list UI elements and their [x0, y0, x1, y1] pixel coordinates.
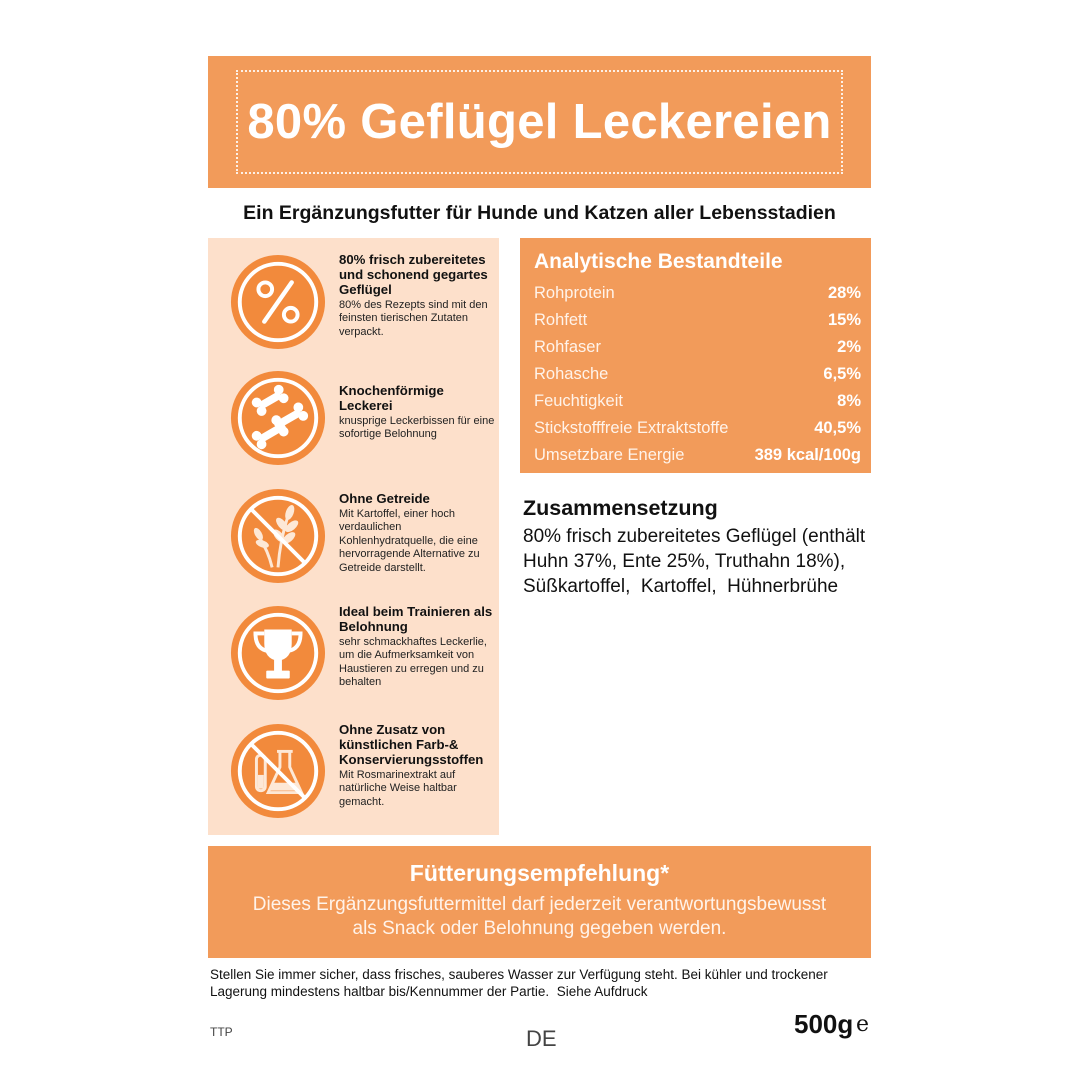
analysis-row: [534, 335, 861, 359]
feeding-line: Dieses Ergänzungsfuttermittel darf jederzeit verantwortungsbewusst: [252, 894, 827, 915]
composition-line: Süßkartoffel, Kartoffel, Hühnerbrühe: [523, 576, 839, 597]
analysis-label: Rohfett: [534, 310, 588, 329]
analysis-panel: [520, 238, 871, 473]
analysis-row: [534, 443, 861, 467]
storage-note: [210, 966, 870, 1000]
composition-title: Zusammensetzung: [523, 496, 718, 520]
analysis-row: [534, 416, 861, 440]
bone-treats-icon: [229, 369, 327, 467]
composition-line: 80% frisch zubereitetes Geflügel (enthält: [523, 526, 866, 547]
analysis-label: Feuchtigkeit: [534, 391, 623, 410]
ttp-label: TTP: [210, 1025, 233, 1039]
analysis-value: 28%: [827, 283, 861, 302]
feature-description: knusprige Leckerbissen für eine sofortige Belohnung: [339, 415, 495, 441]
analysis-value: 2%: [837, 337, 861, 356]
header-dotted-frame: [236, 70, 843, 174]
composition-line: Huhn 37%, Ente 25%, Truthahn 18%),: [523, 551, 846, 572]
feeding-banner: [208, 846, 871, 958]
product-title: 80% Geflügel Leckereien: [247, 95, 832, 149]
feature-title: Ohne Getreide: [339, 491, 430, 506]
feature-description: Mit Rosmarinextrakt auf natürliche Weise haltbar gemacht.: [339, 769, 457, 808]
feature-description: 80% des Rezepts sind mit den feinsten tierischen Zutaten verpackt.: [339, 299, 488, 338]
analysis-row: [534, 362, 861, 386]
analysis-row: [534, 281, 861, 305]
analysis-value: 6,5%: [823, 364, 861, 383]
language-code: DE: [526, 1026, 557, 1051]
analysis-value: 8%: [837, 391, 861, 410]
feeding-line: als Snack oder Belohnung gegeben werden.: [352, 918, 727, 939]
features-panel: [208, 238, 499, 835]
analysis-label: Rohprotein: [534, 283, 615, 302]
storage-note-line: Lagerung mindestens haltbar bis/Kennummer der Partie. Siehe Aufdruck: [210, 984, 648, 999]
analysis-value: 40,5%: [814, 418, 861, 437]
no-chemicals-icon: [229, 722, 327, 820]
analysis-row: [534, 308, 861, 332]
analysis-value: 389 kcal/100g: [754, 445, 861, 464]
analysis-value: 15%: [827, 310, 861, 329]
storage-note-line: Stellen Sie immer sicher, dass frisches, sauberes Wasser zur Verfügung steht. Bei kühler und trockener: [210, 967, 828, 982]
feeding-title: Fütterungsempfehlung*: [409, 860, 670, 886]
analysis-title: Analytische Bestandteile: [534, 250, 783, 273]
analysis-label: Rohfaser: [534, 337, 601, 356]
estimated-sign: e: [856, 1012, 870, 1037]
header-banner: [208, 56, 871, 188]
feature-title: Ohne Zusatz von künstlichen Farb-& Konservierungsstoffen: [339, 722, 484, 767]
feature-title: 80% frisch zubereitetes und schonend gegartes Geflügel: [339, 252, 488, 297]
trophy-icon: [229, 604, 327, 702]
percent-icon: [229, 253, 327, 351]
net-weight: 500g: [794, 1009, 854, 1039]
analysis-label: Rohasche: [534, 364, 609, 383]
feature-description: sehr schmackhaftes Leckerlie, um die Aufmerksamkeit von Haustieren zu erregen und zu behalten: [339, 636, 487, 689]
feature-title: Knochenförmige Leckerei: [339, 383, 444, 413]
feeding-text: [228, 893, 851, 941]
feature-title: Ideal beim Trainieren als Belohnung: [339, 604, 493, 634]
analysis-label: Stickstofffreie Extraktstoffe: [534, 418, 729, 437]
analysis-row: [534, 389, 861, 413]
feature-description: Mit Kartoffel, einer hoch verdaulichen Kohlenhydratquelle, die eine hervorragende Alternative zu Getreide darstellt.: [339, 508, 480, 574]
analysis-label: Umsetzbare Energie: [534, 445, 685, 464]
composition-text: [523, 524, 873, 599]
product-subtitle: Ein Ergänzungsfutter für Hunde und Katzen aller Lebensstadien: [243, 202, 836, 224]
no-grain-icon: [229, 487, 327, 585]
